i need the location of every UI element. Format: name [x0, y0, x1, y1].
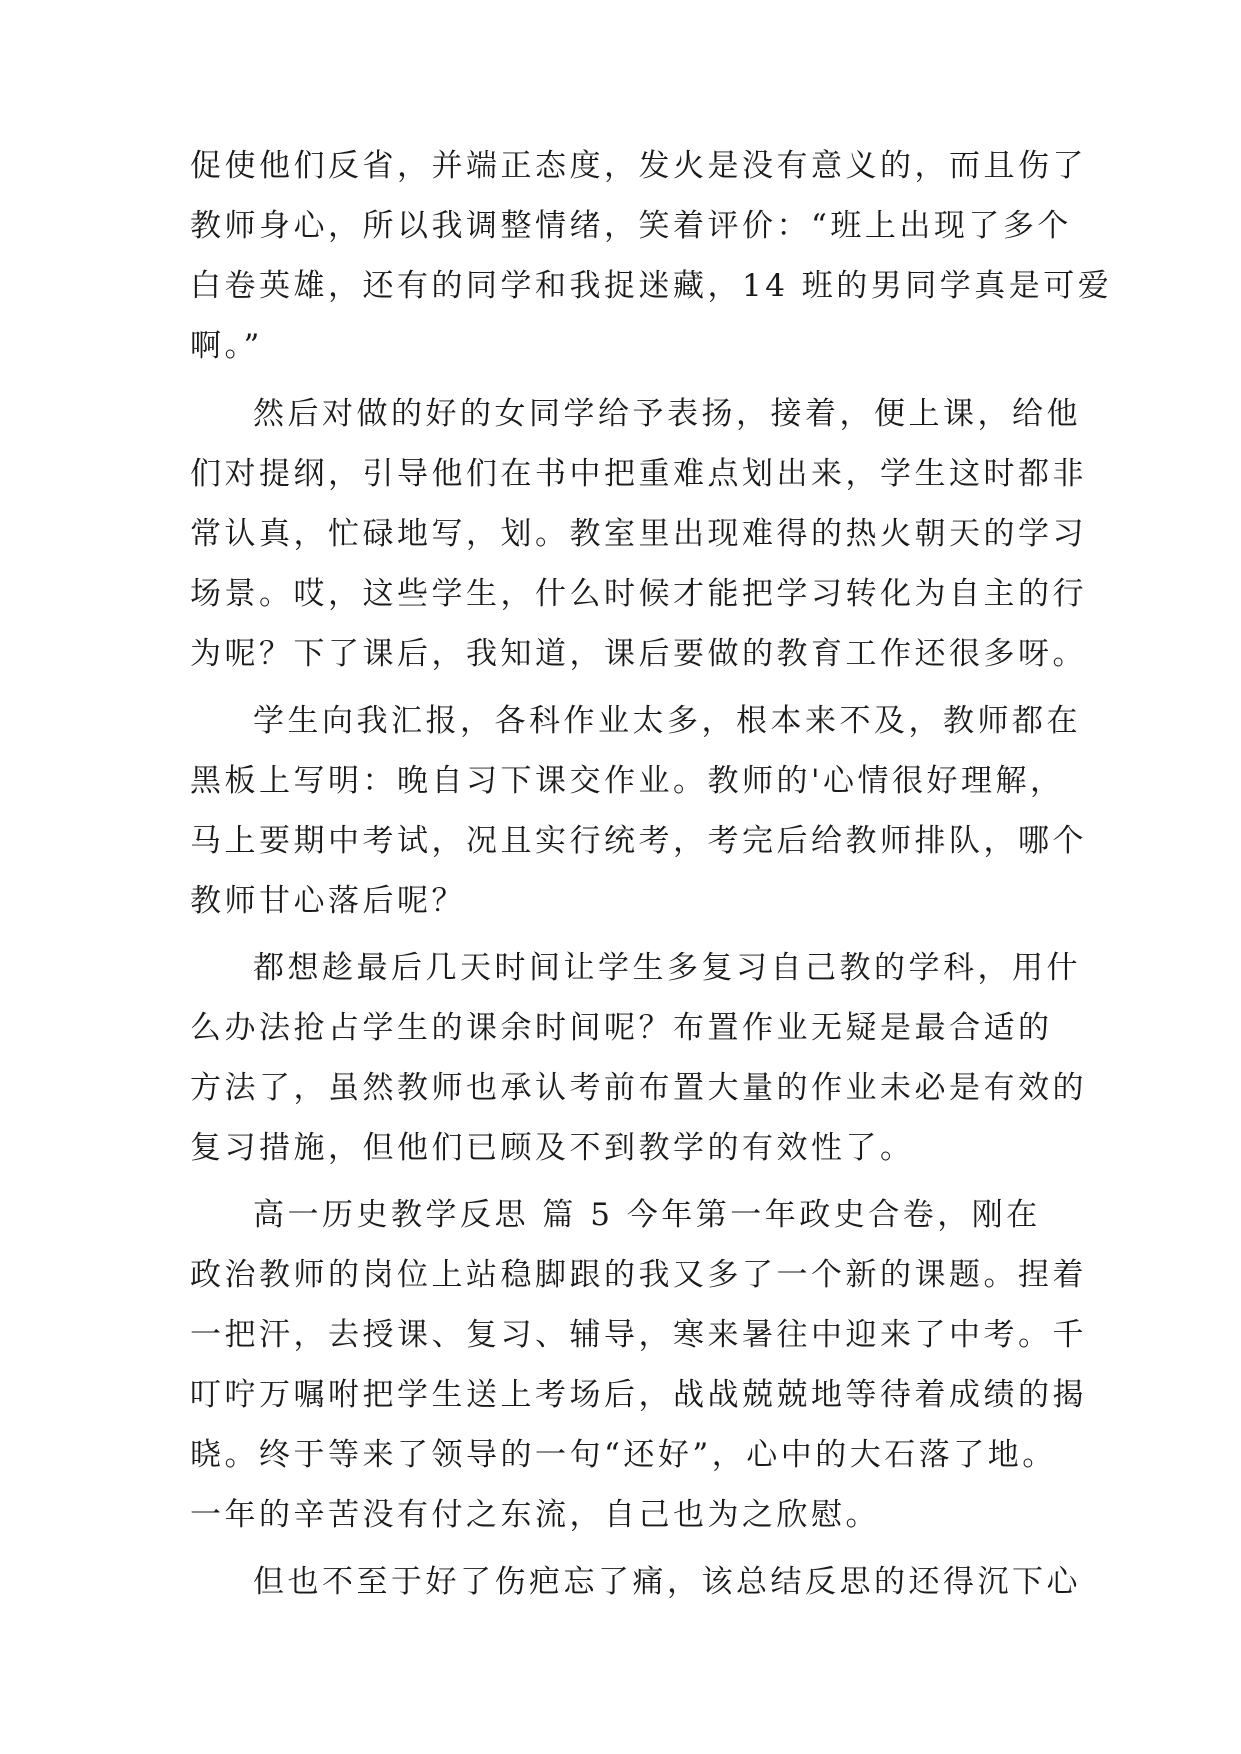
text-line: 黑板上写明：晚自习下课交作业。教师的'心情很好理解，: [190, 763, 1065, 799]
section-heading-line: 高一历史教学反思 篇 5 今年第一年政史合卷，刚在: [253, 1197, 1041, 1233]
text-line: 一年的辛苦没有付之东流，自己也为之欣慰。: [190, 1497, 880, 1533]
text-line: 方法了，虽然教师也承认考前布置大量的作业未必是有效的: [190, 1070, 1087, 1106]
paragraph-first-line: 都想趁最后几天时间让学生多复习自己教的学科，用什: [253, 950, 1081, 986]
paragraph-first-line: 然后对做的好的女同学给予表扬，接着，便上课，给他: [253, 396, 1081, 432]
text-line: 晓。终于等来了领导的一句“还好”，心中的大石落了地。: [190, 1437, 1057, 1473]
paragraph-first-line: 但也不至于好了伤疤忘了痛，该总结反思的还得沉下心: [253, 1564, 1081, 1600]
text-line: 啊。”: [190, 328, 263, 364]
text-line: 为呢？下了课后，我知道，课后要做的教育工作还很多呀。: [190, 636, 1087, 672]
text-line: 常认真，忙碌地写，划。教室里出现难得的热火朝天的学习: [190, 516, 1087, 552]
text-line: 么办法抢占学生的课余时间呢？布置作业无疑是最合适的: [190, 1010, 1053, 1046]
text-line: 教师甘心落后呢？: [190, 883, 466, 919]
text-line: 一把汗，去授课、复习、辅导，寒来暑往中迎来了中考。千: [190, 1317, 1087, 1353]
text-line: 们对提纲，引导他们在书中把重难点划出来，学生这时都非: [190, 456, 1087, 492]
text-line: 白卷英雄，还有的同学和我捉迷藏，14 班的男同学真是可爱: [190, 268, 1113, 304]
paragraph-first-line: 学生向我汇报，各科作业太多，根本来不及，教师都在: [253, 703, 1081, 739]
text-line: 政治教师的岗位上站稳脚跟的我又多了一个新的课题。捏着: [190, 1257, 1087, 1293]
text-line: 复习措施，但他们已顾及不到教学的有效性了。: [190, 1130, 915, 1166]
text-line: 马上要期中考试，况且实行统考，考完后给教师排队，哪个: [190, 823, 1087, 859]
text-line: 促使他们反省，并端正态度，发火是没有意义的，而且伤了: [190, 148, 1087, 184]
text-line: 叮咛万嘱咐把学生送上考场后，战战兢兢地等待着成绩的揭: [190, 1377, 1087, 1413]
text-line: 场景。哎，这些学生，什么时候才能把学习转化为自主的行: [190, 576, 1087, 612]
text-line: 教师身心，所以我调整情绪，笑着评价：“班上出现了多个: [190, 208, 1072, 244]
